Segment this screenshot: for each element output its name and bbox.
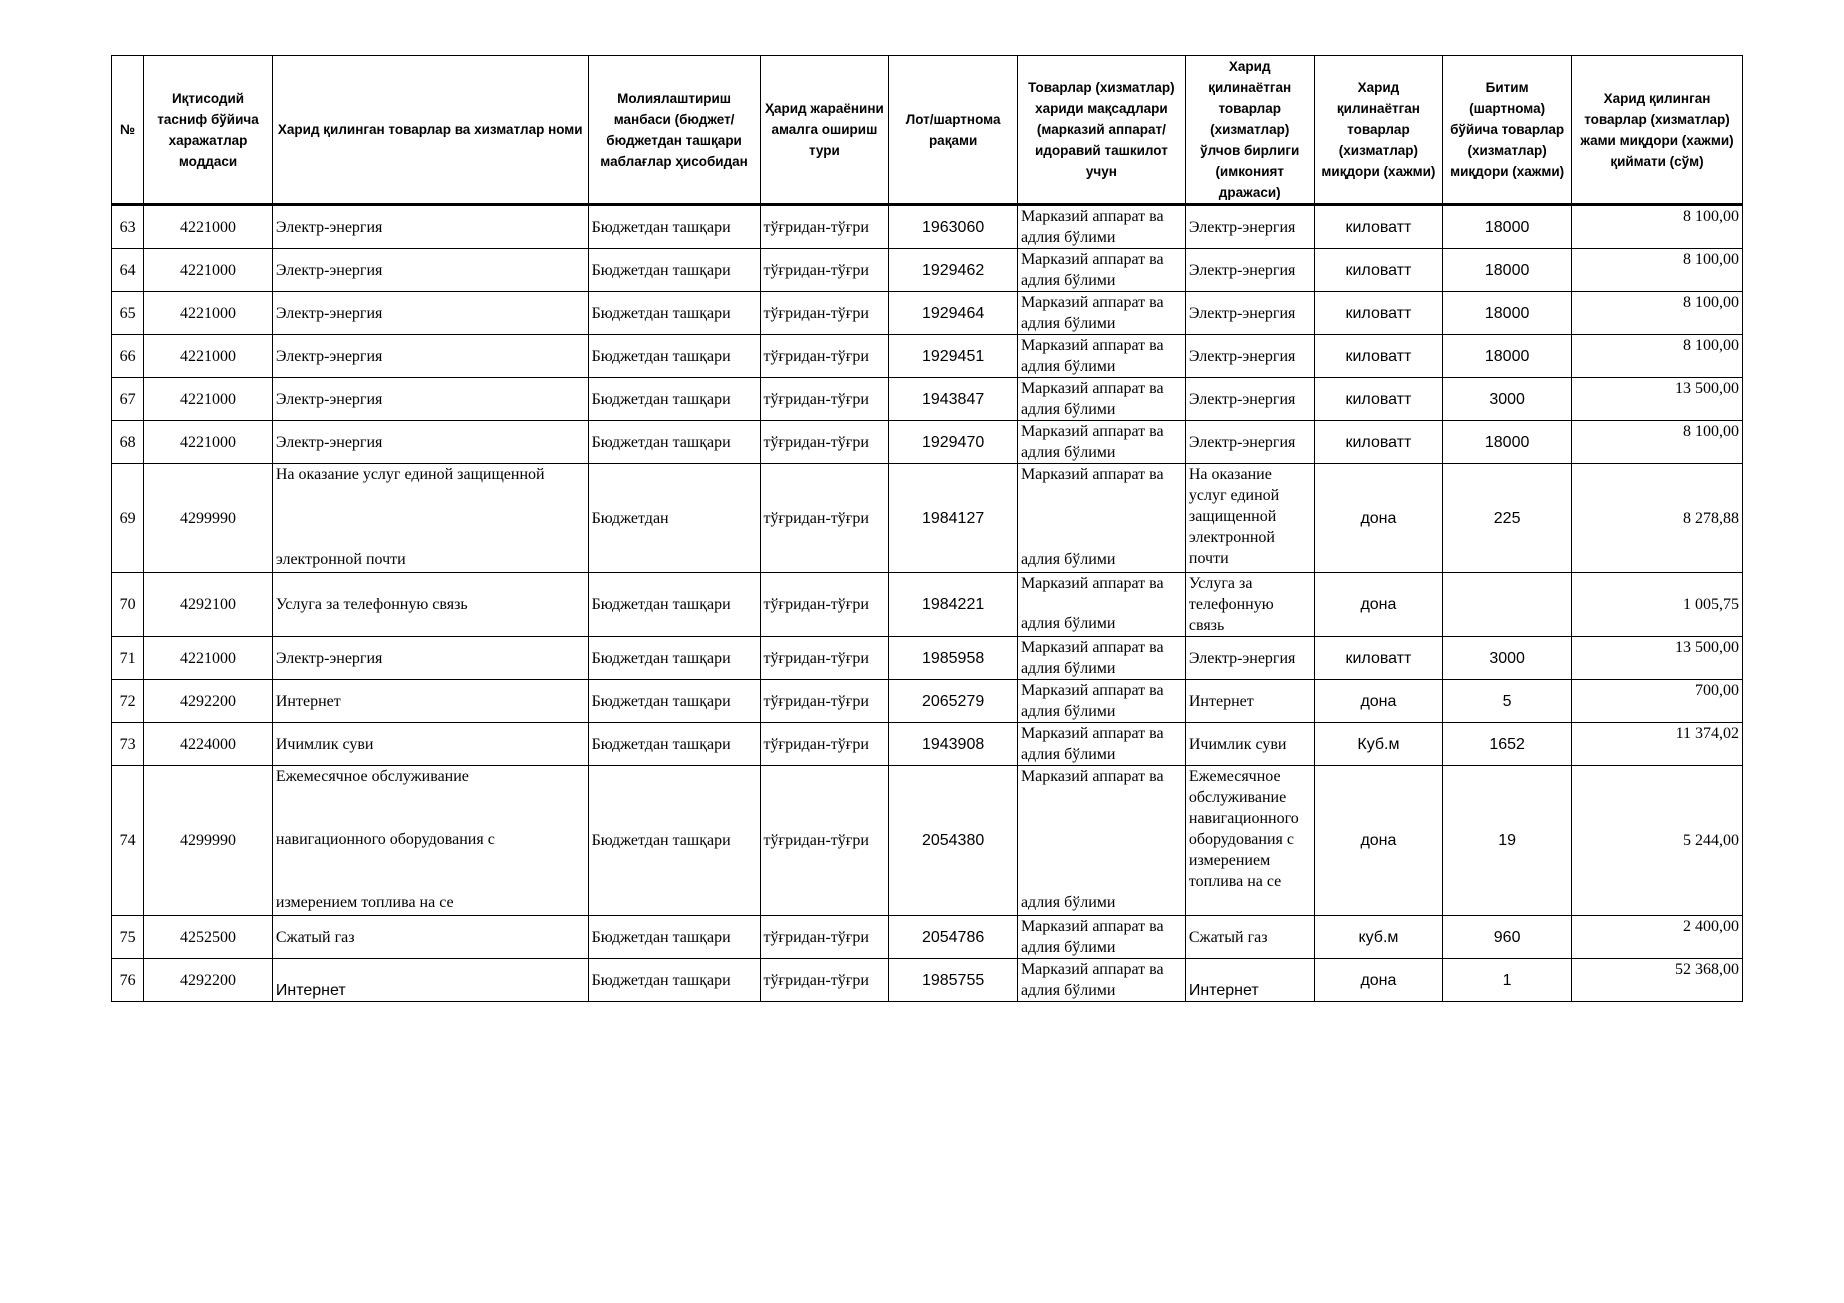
cell-type: тўғридан-тўғри <box>760 205 889 249</box>
cell-name <box>272 766 588 916</box>
cell-name: Электр-энергия <box>272 421 588 464</box>
cell-no: 68 <box>112 421 144 464</box>
cell-purpose <box>1017 766 1185 916</box>
cell-unit: киловатт <box>1314 292 1443 335</box>
header-no: № <box>112 56 144 205</box>
cell-lot: 1929462 <box>889 249 1018 292</box>
table-row <box>112 464 1743 573</box>
cell-code: 4292100 <box>144 573 273 637</box>
table-row <box>112 723 1743 766</box>
purpose-line-2: адлия бўлими <box>1020 272 1116 289</box>
cell-total: 700,00 <box>1571 680 1742 723</box>
cell-lot: 1943908 <box>889 723 1018 766</box>
purpose-line-2: адлия бўлими <box>1020 894 1116 911</box>
cell-code: 4299990 <box>144 766 273 916</box>
purpose-line-2: адлия бўлими <box>1020 315 1116 332</box>
cell-unit-desc: Услуга за телефонную связь <box>1185 573 1314 637</box>
cell-unit: дона <box>1314 766 1443 916</box>
cell-no: 65 <box>112 292 144 335</box>
table-row <box>112 680 1743 723</box>
cell-unit-desc: Электр-энергия <box>1185 637 1314 680</box>
cell-unit: дона <box>1314 464 1443 573</box>
cell-qty <box>1443 573 1572 637</box>
cell-no: 67 <box>112 378 144 421</box>
cell-code: 4221000 <box>144 378 273 421</box>
cell-unit: киловатт <box>1314 378 1443 421</box>
cell-purpose <box>1017 464 1185 573</box>
cell-code: 4292200 <box>144 680 273 723</box>
cell-source: Бюджетдан ташқари <box>588 573 760 637</box>
cell-name: Сжатый газ <box>272 916 588 959</box>
cell-total: 8 100,00 <box>1571 292 1742 335</box>
cell-unit: куб.м <box>1314 916 1443 959</box>
name-line-1: Ежемесячное обслуживание <box>275 768 469 785</box>
cell-code: 4221000 <box>144 292 273 335</box>
header-purpose: Товарлар (хизматлар) хариди мақсадлари (марказий аппарат/идоравий ташкилот учун <box>1017 56 1185 205</box>
purpose-line-1: Марказий аппарат ва <box>1020 725 1164 742</box>
header-source: Молиялаштириш манбаси (бюджет/бюджетдан ташқари маблағлар ҳисобидан <box>588 56 760 205</box>
cell-purpose <box>1017 378 1185 421</box>
cell-qty: 225 <box>1443 464 1572 573</box>
purpose-line-1: Марказий аппарат ва <box>1020 208 1164 225</box>
cell-no: 75 <box>112 916 144 959</box>
cell-source: Бюджетдан ташқари <box>588 249 760 292</box>
cell-total: 52 368,00 <box>1571 959 1742 1002</box>
purpose-line-2: адлия бўлими <box>1020 358 1116 375</box>
cell-source: Бюджетдан ташқари <box>588 335 760 378</box>
cell-purpose <box>1017 249 1185 292</box>
cell-source: Бюджетдан ташқари <box>588 637 760 680</box>
cell-unit: дона <box>1314 680 1443 723</box>
cell-source: Бюджетдан ташқари <box>588 421 760 464</box>
purpose-line-1: Марказий аппарат ва <box>1020 768 1164 785</box>
cell-code: 4221000 <box>144 249 273 292</box>
cell-type: тўғридан-тўғри <box>760 637 889 680</box>
cell-lot: 1985958 <box>889 637 1018 680</box>
cell-name: Электр-энергия <box>272 378 588 421</box>
purpose-line-2: адлия бўлими <box>1020 229 1116 246</box>
cell-lot: 2054786 <box>889 916 1018 959</box>
purpose-line-1: Марказий аппарат ва <box>1020 337 1164 354</box>
purpose-line-1: Марказий аппарат ва <box>1020 639 1164 656</box>
cell-unit-desc: Электр-энергия <box>1185 205 1314 249</box>
cell-qty: 19 <box>1443 766 1572 916</box>
purpose-line-1: Марказий аппарат ва <box>1020 575 1164 592</box>
cell-type: тўғридан-тўғри <box>760 249 889 292</box>
cell-source: Бюджетдан ташқари <box>588 292 760 335</box>
cell-unit-desc: На оказание услуг единой защищенной электронной почти <box>1185 464 1314 573</box>
cell-purpose <box>1017 723 1185 766</box>
cell-unit: киловатт <box>1314 335 1443 378</box>
cell-purpose <box>1017 292 1185 335</box>
purpose-line-1: Марказий аппарат ва <box>1020 918 1164 935</box>
cell-name: Интернет <box>272 680 588 723</box>
cell-unit: киловатт <box>1314 421 1443 464</box>
cell-code: 4221000 <box>144 335 273 378</box>
cell-name: Услуга за телефонную связь <box>272 573 588 637</box>
purpose-line-1: Марказий аппарат ва <box>1020 251 1164 268</box>
header-lot: Лот/шартнома рақами <box>889 56 1018 205</box>
cell-total: 1 005,75 <box>1571 573 1742 637</box>
cell-code: 4221000 <box>144 421 273 464</box>
cell-lot: 1984221 <box>889 573 1018 637</box>
cell-qty: 1652 <box>1443 723 1572 766</box>
cell-no: 74 <box>112 766 144 916</box>
cell-no: 63 <box>112 205 144 249</box>
cell-qty: 1 <box>1443 959 1572 1002</box>
table-row <box>112 335 1743 378</box>
cell-purpose <box>1017 335 1185 378</box>
cell-type: тўғридан-тўғри <box>760 421 889 464</box>
cell-type: тўғридан-тўғри <box>760 766 889 916</box>
cell-type: тўғридан-тўғри <box>760 680 889 723</box>
cell-lot: 1943847 <box>889 378 1018 421</box>
cell-lot: 2054380 <box>889 766 1018 916</box>
purpose-line-2: адлия бўлими <box>1020 615 1116 632</box>
header-total: Харид қилинган товарлар (хизматлар) жами миқдори (хажми) қиймати (сўм) <box>1571 56 1742 205</box>
cell-qty: 18000 <box>1443 205 1572 249</box>
cell-name: Интернет <box>272 959 588 1002</box>
purpose-line-2: адлия бўлими <box>1020 551 1116 568</box>
cell-type: тўғридан-тўғри <box>760 573 889 637</box>
name-line-1: На оказание услуг единой защищенной <box>275 466 545 483</box>
procurement-table <box>111 55 1743 1002</box>
cell-purpose <box>1017 421 1185 464</box>
cell-qty: 18000 <box>1443 421 1572 464</box>
cell-lot: 1929470 <box>889 421 1018 464</box>
cell-source: Бюджетдан ташқари <box>588 205 760 249</box>
cell-source: Бюджетдан <box>588 464 760 573</box>
cell-lot: 1985755 <box>889 959 1018 1002</box>
cell-code: 4252500 <box>144 916 273 959</box>
cell-lot: 1929451 <box>889 335 1018 378</box>
cell-total: 11 374,02 <box>1571 723 1742 766</box>
purpose-line-2: адлия бўлими <box>1020 660 1116 677</box>
header-unit-desc: Харид қилинаётган товарлар (хизматлар) ўлчов бирлиги (имконият дражаси) <box>1185 56 1314 205</box>
cell-name: Электр-энергия <box>272 637 588 680</box>
cell-name: Электр-энергия <box>272 205 588 249</box>
table-row <box>112 249 1743 292</box>
table-row <box>112 573 1743 637</box>
cell-purpose <box>1017 916 1185 959</box>
cell-type: тўғридан-тўғри <box>760 959 889 1002</box>
cell-source: Бюджетдан ташқари <box>588 378 760 421</box>
cell-qty: 960 <box>1443 916 1572 959</box>
cell-no: 73 <box>112 723 144 766</box>
cell-code: 4224000 <box>144 723 273 766</box>
cell-total: 8 278,88 <box>1571 464 1742 573</box>
cell-no: 69 <box>112 464 144 573</box>
cell-lot: 2065279 <box>889 680 1018 723</box>
cell-unit: киловатт <box>1314 637 1443 680</box>
cell-unit-desc: Интернет <box>1185 680 1314 723</box>
name-line-2: навигационного оборудования с <box>275 831 495 848</box>
cell-lot: 1963060 <box>889 205 1018 249</box>
purpose-line-2: адлия бўлими <box>1020 982 1116 999</box>
purpose-line-2: адлия бўлими <box>1020 939 1116 956</box>
header-unit: Харид қилинаётган товарлар (хизматлар) миқдори (хажми) <box>1314 56 1443 205</box>
header-code: Иқтисодий тасниф бўйича харажатлар моддаси <box>144 56 273 205</box>
cell-purpose <box>1017 637 1185 680</box>
cell-unit-desc: Электр-энергия <box>1185 421 1314 464</box>
cell-purpose <box>1017 959 1185 1002</box>
header-qty: Битим (шартнома) бўйича товарлар (хизматлар) миқдори (хажми) <box>1443 56 1572 205</box>
cell-lot: 1929464 <box>889 292 1018 335</box>
cell-name <box>272 464 588 573</box>
cell-total: 13 500,00 <box>1571 378 1742 421</box>
cell-total: 8 100,00 <box>1571 249 1742 292</box>
cell-total: 8 100,00 <box>1571 205 1742 249</box>
cell-unit-desc: Сжатый газ <box>1185 916 1314 959</box>
cell-type: тўғридан-тўғри <box>760 723 889 766</box>
table-header-row <box>112 56 1743 205</box>
cell-unit-desc: Интернет <box>1185 959 1314 1002</box>
cell-qty: 5 <box>1443 680 1572 723</box>
cell-no: 76 <box>112 959 144 1002</box>
purpose-line-1: Марказий аппарат ва <box>1020 380 1164 397</box>
cell-total: 8 100,00 <box>1571 335 1742 378</box>
cell-type: тўғридан-тўғри <box>760 378 889 421</box>
cell-unit: Куб.м <box>1314 723 1443 766</box>
cell-purpose <box>1017 680 1185 723</box>
cell-source: Бюджетдан ташқари <box>588 766 760 916</box>
cell-name: Электр-энергия <box>272 292 588 335</box>
table-row <box>112 205 1743 249</box>
cell-unit: киловатт <box>1314 249 1443 292</box>
cell-unit-desc: Электр-энергия <box>1185 335 1314 378</box>
cell-type: тўғридан-тўғри <box>760 335 889 378</box>
cell-code: 4299990 <box>144 464 273 573</box>
cell-unit: дона <box>1314 573 1443 637</box>
cell-no: 70 <box>112 573 144 637</box>
cell-type: тўғридан-тўғри <box>760 464 889 573</box>
cell-name: Ичимлик суви <box>272 723 588 766</box>
cell-code: 4292200 <box>144 959 273 1002</box>
cell-qty: 18000 <box>1443 292 1572 335</box>
name-line-2: электронной почти <box>275 551 406 568</box>
cell-name: Электр-энергия <box>272 335 588 378</box>
cell-purpose <box>1017 205 1185 249</box>
purpose-line-2: адлия бўлими <box>1020 401 1116 418</box>
cell-code: 4221000 <box>144 637 273 680</box>
cell-unit-desc: Электр-энергия <box>1185 292 1314 335</box>
name-line-3: измерением топлива на се <box>275 894 454 911</box>
cell-unit-desc: Ичимлик суви <box>1185 723 1314 766</box>
table-row <box>112 637 1743 680</box>
table-row <box>112 959 1743 1002</box>
cell-unit-desc: Ежемесячное обслуживание навигационного оборудования с измерением топлива на се <box>1185 766 1314 916</box>
table-row <box>112 378 1743 421</box>
cell-unit: дона <box>1314 959 1443 1002</box>
cell-type: тўғридан-тўғри <box>760 916 889 959</box>
cell-code: 4221000 <box>144 205 273 249</box>
cell-unit: киловатт <box>1314 205 1443 249</box>
cell-total: 13 500,00 <box>1571 637 1742 680</box>
cell-no: 66 <box>112 335 144 378</box>
cell-qty: 3000 <box>1443 378 1572 421</box>
cell-qty: 3000 <box>1443 637 1572 680</box>
purpose-line-1: Марказий аппарат ва <box>1020 682 1164 699</box>
cell-unit-desc: Электр-энергия <box>1185 378 1314 421</box>
table-row <box>112 421 1743 464</box>
cell-purpose <box>1017 573 1185 637</box>
cell-type: тўғридан-тўғри <box>760 292 889 335</box>
header-name: Харид қилинган товарлар ва хизматлар номи <box>272 56 588 205</box>
cell-total: 2 400,00 <box>1571 916 1742 959</box>
cell-qty: 18000 <box>1443 335 1572 378</box>
cell-source: Бюджетдан ташқари <box>588 959 760 1002</box>
purpose-line-1: Марказий аппарат ва <box>1020 961 1164 978</box>
purpose-line-1: Марказий аппарат ва <box>1020 294 1164 311</box>
purpose-line-1: Марказий аппарат ва <box>1020 423 1164 440</box>
cell-unit-desc: Электр-энергия <box>1185 249 1314 292</box>
header-type: Ҳарид жараёнини амалга ошириш тури <box>760 56 889 205</box>
purpose-line-2: адлия бўлими <box>1020 703 1116 720</box>
cell-source: Бюджетдан ташқари <box>588 916 760 959</box>
table-row <box>112 916 1743 959</box>
cell-lot: 1984127 <box>889 464 1018 573</box>
cell-total: 5 244,00 <box>1571 766 1742 916</box>
cell-no: 72 <box>112 680 144 723</box>
cell-source: Бюджетдан ташқари <box>588 723 760 766</box>
purpose-line-2: адлия бўлими <box>1020 444 1116 461</box>
cell-no: 71 <box>112 637 144 680</box>
cell-source: Бюджетдан ташқари <box>588 680 760 723</box>
cell-name: Электр-энергия <box>272 249 588 292</box>
cell-qty: 18000 <box>1443 249 1572 292</box>
table-row <box>112 766 1743 916</box>
cell-no: 64 <box>112 249 144 292</box>
purpose-line-1: Марказий аппарат ва <box>1020 466 1164 483</box>
cell-total: 8 100,00 <box>1571 421 1742 464</box>
purpose-line-2: адлия бўлими <box>1020 746 1116 763</box>
table-row <box>112 292 1743 335</box>
